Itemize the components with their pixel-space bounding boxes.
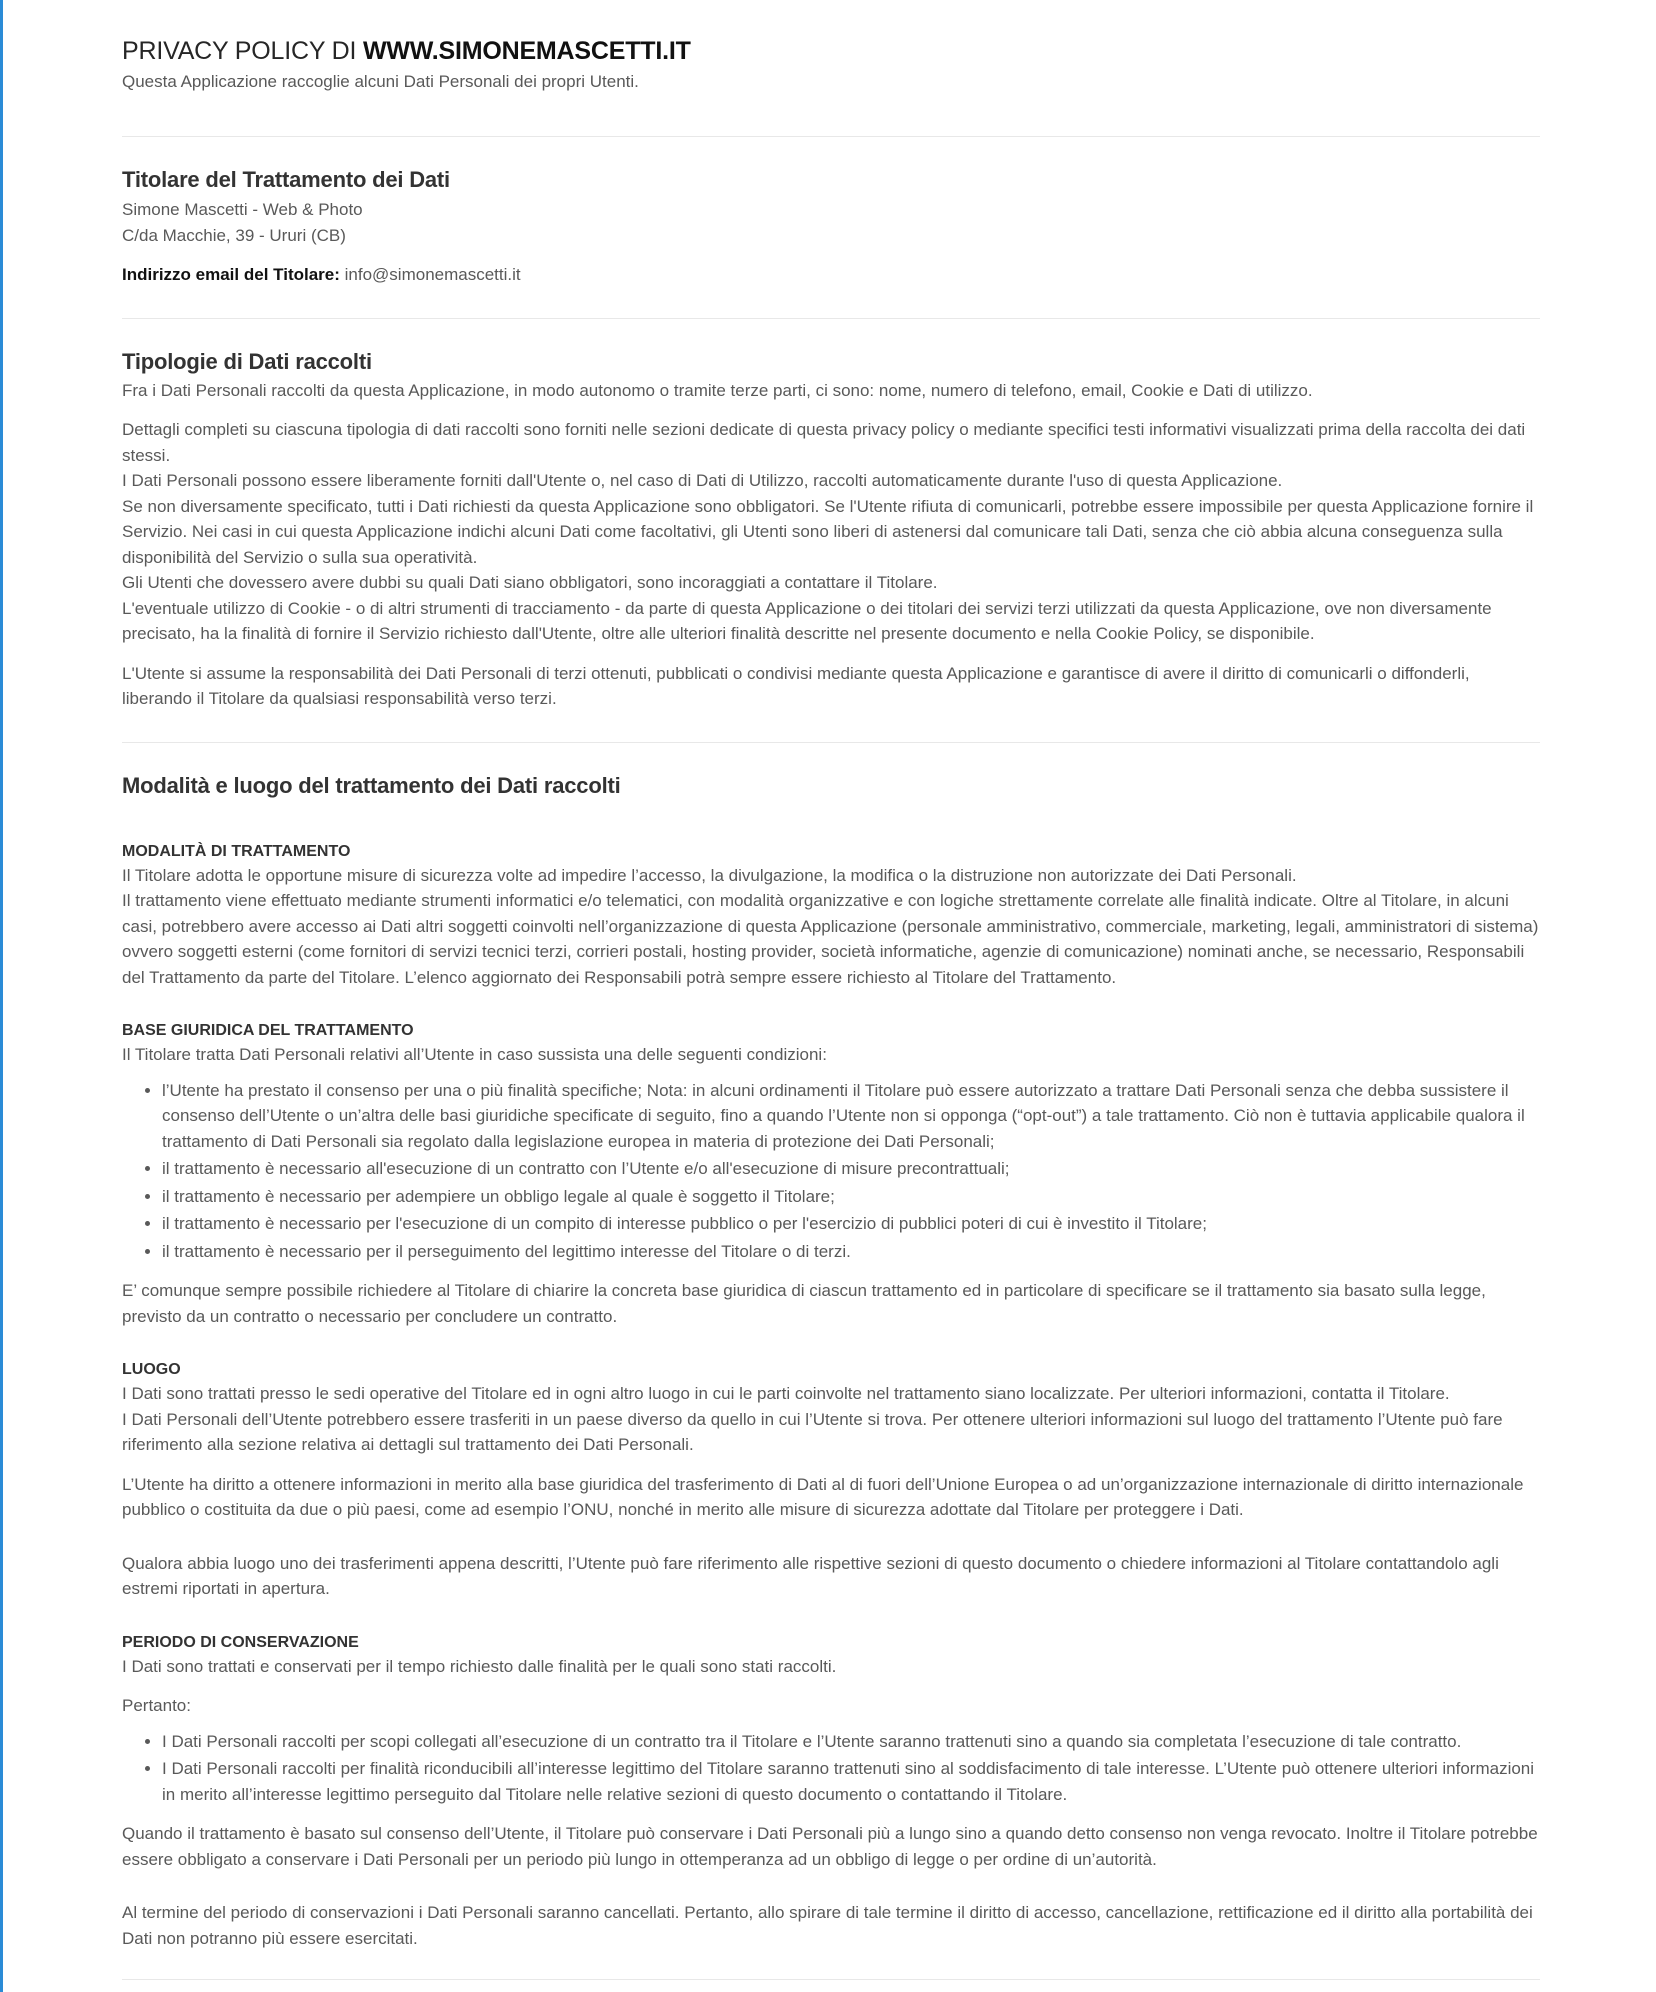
owner-email-label: Indirizzo email del Titolare: [122,265,340,284]
methods-line: Il trattamento viene effettuato mediante strumenti informatici e/o telematici, con modalità organizzative e con logiche strettamente correlate alle finalità indicate. Oltre al Titolare, in alcuni casi, potrebbero avere accesso ai Dati altri soggetti coinvolti nell’organizzazione di questa Applicazione (personale amministrativo, commerciale, marketing, legali, amministratori di sistema) ovvero soggetti esterni (come fornitori di servizi tecnici terzi, corrieri postali, hosting provider, società informatiche, agenzie di comunicazione) nominati anche, se necessario, Responsabili del Trattamento da parte del Titolare. L’elenco aggiornato dei Responsabili potrà sempre essere richiesto al Titolare del Trattamento. [122,891,1539,987]
list-item: • il trattamento è necessario all'esecuzione di un contratto con l’Utente e/o all'esecuzione di misure precontrattuali; [162,1156,1540,1182]
data-types-details [122,417,1540,647]
list-item: • l’Utente ha prestato il consenso per una o più finalità specifiche; Nota: in alcuni ordinamenti il Titolare può essere autorizzato a trattare Dati Personali senza che debba sussistere il consenso dell’Utente o un’altra delle basi giuridiche specificate di seguito, fino a quando l’Utente non si opponga (“opt-out”) a tale trattamento. Ciò non è tuttavia applicabile qualora il trattamento di Dati Personali sia regolato dalla legislazione europea in materia di protezione dei Dati Personali; [162,1078,1540,1155]
retention-therefore: Pertanto: [122,1696,191,1715]
data-types-heading: Tipologie di Dati raccolti [122,348,372,374]
list-item: • il trattamento è necessario per l'esecuzione di un compito di interesse pubblico o per l'esercizio di pubblici poteri di cui è investito il Titolare; [162,1211,1540,1237]
place-heading: LUOGO [122,1361,181,1378]
intro-text: Questa Applicazione raccoglie alcuni Dati Personali dei propri Utenti. [122,72,639,91]
retention-consent: Quando il trattamento è basato sul consenso dell’Utente, il Titolare può conservare i Dati Personali più a lungo sino a quando detto consenso non venga revocato. Inoltre il Titolare potrebbe essere obbligato a conservare i Dati Personali per un periodo più lungo in ottemperanza ad un obbligo di legge o per ordine di un’autorità. [122,1824,1538,1869]
left-edge-bar [0,0,3,1992]
third-party-data-text: L'Utente si assume la responsabilità dei Dati Personali di terzi ottenuti, pubblicati o condivisi mediante questa Applicazione e garantisce di avere il diritto di comunicarli o diffonderli, liberando il Titolare da qualsiasi responsabilità verso terzi. [122,663,1470,708]
details-line: Dettagli completi su ciascuna tipologia di dati raccolti sono forniti nelle sezioni dedicate di questa privacy policy o mediante specifici testi informativi visualizzati prima della raccolta dei dati stessi. [122,420,1526,465]
title-prefix: PRIVACY POLICY DI [122,37,363,65]
list-item: • il trattamento è necessario per il perseguimento del legittimo interesse del Titolare o di terzi. [162,1239,1540,1265]
retention-list [122,1729,1540,1808]
legal-basis-intro: Il Titolare tratta Dati Personali relativi all’Utente in caso sussista una delle seguenti condizioni: [122,1045,827,1064]
methods-line: Il Titolare adotta le opportune misure di sicurezza volte ad impedire l’accesso, la divulgazione, la modifica o la distruzione non autorizzate dei Dati Personali. [122,865,1297,885]
owner-address: C/da Macchie, 39 - Ururi (CB) [122,225,346,245]
data-types-list-text: Fra i Dati Personali raccolti da questa Applicazione, in modo autonomo o tramite terze parti, ci sono: nome, numero di telefono, email, Cookie e Dati di utilizzo. [122,380,1313,400]
methods-text [122,863,1540,991]
retention-heading: PERIODO DI CONSERVAZIONE [122,1633,359,1651]
methods-heading: MODALITÀ DI TRATTAMENTO [122,842,351,860]
owner-email-line [122,262,1540,288]
legal-basis-list [122,1078,1540,1265]
list-item: • il trattamento è necessario per adempiere un obbligo legale al quale è soggetto il Titolare; [162,1184,1540,1210]
title-site: WWW.SIMONEMASCETTI.IT [362,37,691,65]
privacy-policy-document [122,32,1540,1980]
details-line: Gli Utenti che dovessero avere dubbi su quali Dati siano obbligatori, sono incoraggiati a contattare il Titolare. [122,573,938,592]
place-transfer-rights: L’Utente ha diritto a ottenere informazioni in merito alla base giuridica del trasferimento di Dati al di fuori dell’Unione Europea o ad un’organizzazione internazionale di diritto internazionale pubblico o costituita da due o più paesi, come ad esempio l’ONU, nonché in merito alle misure di sicurezza adottate dal Titolare per proteggere i Dati. [122,1474,1524,1519]
retention-intro: I Dati sono trattati e conservati per il tempo richiesto dalle finalità per le quali sono stati raccolti. [122,1656,837,1676]
owner-section [122,165,1540,288]
list-item: • I Dati Personali raccolti per finalità riconducibili all’interesse legittimo del Titolare saranno trattenuti sino al soddisfacimento di tale interesse. L’Utente può ottenere ulteriori informazioni in merito all’interesse legittimo perseguito dal Titolare nelle relative sezioni di questo documento o contattando il Titolare. [162,1756,1540,1807]
legal-basis-heading: BASE GIURIDICA DEL TRATTAMENTO [122,1022,414,1039]
place-transfer-info: Qualora abbia luogo uno dei trasferimenti appena descritti, l’Utente può fare riferimento alle rispettive sezioni di questo documento o chiedere informazioni al Titolare contattandolo agli estremi riportati in apertura. [122,1553,1499,1598]
place-line: I Dati sono trattati presso le sedi operative del Titolare ed in ogni altro luogo in cui le parti coinvolte nel trattamento siano localizzate. Per ulteriori informazioni, contatta il Titolare. [122,1384,1450,1403]
owner-email: info@simonemascetti.it [344,265,521,284]
owner-heading: Titolare del Trattamento dei Dati [122,167,450,192]
processing-section [122,771,1540,1952]
details-line: I Dati Personali possono essere liberamente forniti dall'Utente o, nel caso di Dati di Utilizzo, raccolti automaticamente durante l'uso di questa Applicazione. [122,471,1283,490]
page-title [122,32,1540,70]
legal-basis-outro: E’ comunque sempre possibile richiedere al Titolare di chiarire la concreta base giuridica di ciascun trattamento ed in particolare di specificare se il trattamento sia basato sulla legge, previsto da un contratto o necessario per concludere un contratto. [122,1281,1486,1326]
details-line: L'eventuale utilizzo di Cookie - o di altri strumenti di tracciamento - da parte di questa Applicazione o dei titolari dei servizi terzi utilizzati da questa Applicazione, ove non diversamente precisato, ha la finalità di fornire il Servizio richiesto dall'Utente, oltre alle ulteriori finalità descritte nel presente documento e nella Cookie Policy, se disponibile. [122,598,1492,643]
place-text [122,1381,1540,1458]
details-line: Se non diversamente specificato, tutti i Dati richiesti da questa Applicazione sono obbligatori. Se l'Utente rifiuta di comunicarli, potrebbe essere impossibile per questa Applicazione fornire il Servizio. Nei casi in cui questa Applicazione indichi alcuni Dati come facoltativi, gli Utenti sono liberi di astenersi dal comunicare tali Dati, senza che ciò abbia alcuna conseguenza sulla disponibilità del Servizio o sulla sua operatività. [122,496,1534,567]
list-item: • I Dati Personali raccolti per scopi collegati all’esecuzione di un contratto tra il Titolare e l’Utente saranno trattenuti sino a quando sia completata l’esecuzione di tale contratto. [162,1729,1540,1755]
section-divider [122,1979,1540,1980]
place-line: I Dati Personali dell’Utente potrebbero essere trasferiti in un paese diverso da quello in cui l’Utente si trova. Per ottenere ulteriori informazioni sul luogo del trattamento l’Utente può fare riferimento alla sezione relativa ai dettagli sul trattamento dei Dati Personali. [122,1409,1503,1454]
processing-heading: Modalità e luogo del trattamento dei Dati raccolti [122,772,621,798]
owner-name: Simone Mascetti - Web & Photo [122,200,363,219]
data-types-section [122,347,1540,712]
retention-deletion: Al termine del periodo di conservazioni i Dati Personali saranno cancellati. Pertanto, allo spirare di tale termine il diritto di accesso, cancellazione, rettificazione ed il diritto alla portabilità dei Dati non potranno più essere esercitati. [122,1903,1533,1948]
